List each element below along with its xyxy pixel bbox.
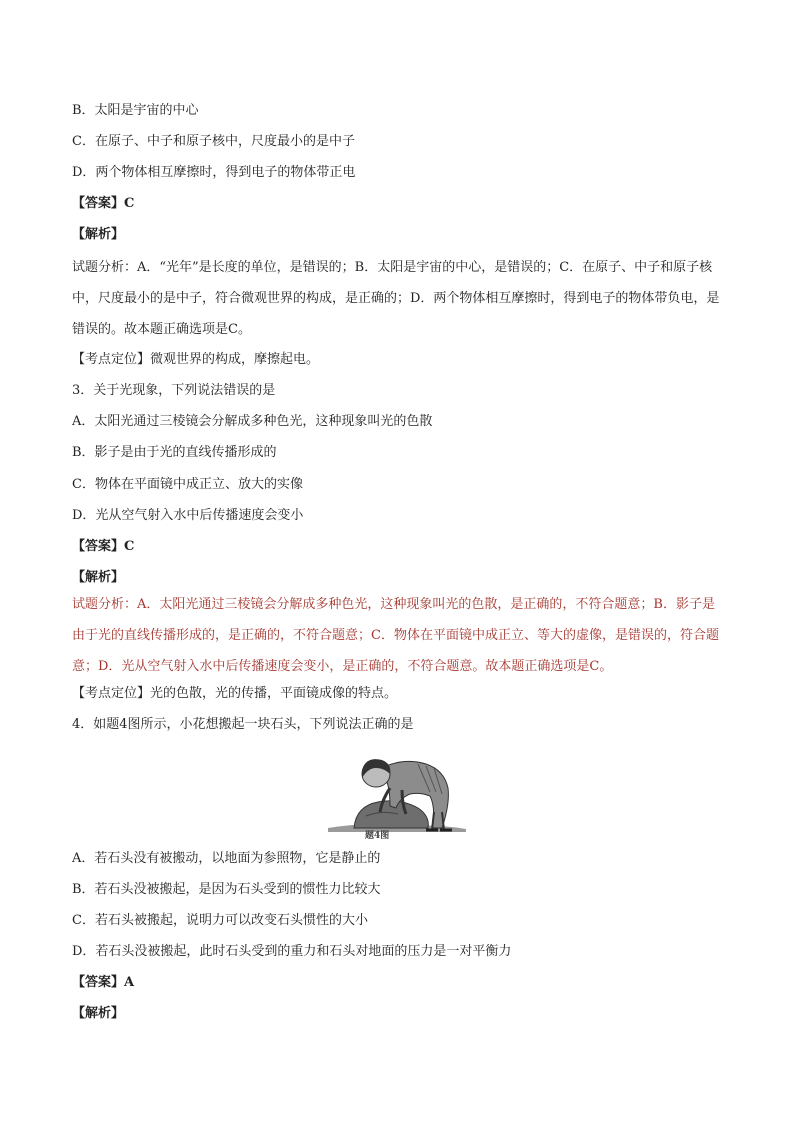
question-3-answer: 【答案】C xyxy=(72,539,135,554)
analysis-label: 【解析】 xyxy=(72,227,125,242)
option-c: C．在原子、中子和原子核中，尺度最小的是中子 xyxy=(72,134,355,149)
question-3-option-a: A．太阳光通过三棱镜会分解成多种色光，这种现象叫光的色散 xyxy=(72,414,433,429)
question-4: 4．如题4图所示，小花想搬起一块石头，下列说法正确的是 xyxy=(72,717,414,732)
question-3-option-b: B．影子是由于光的直线传播形成的 xyxy=(72,445,277,460)
key-point: 【考点定位】微观世界的构成，摩擦起电。 xyxy=(72,352,320,367)
question-4-option-a: A．若石头没有被搬动，以地面为参照物，它是静止的 xyxy=(72,851,381,866)
option-b: B．太阳是宇宙的中心 xyxy=(72,103,199,118)
question-4-option-b: B．若石头没被搬起，是因为石头受到的惯性力比较大 xyxy=(72,882,381,897)
girl-lifting-stone-illustration xyxy=(326,752,468,842)
option-d: D．两个物体相互摩擦时，得到电子的物体带正电 xyxy=(72,165,356,180)
question-3-analysis-paragraph: 试题分析：A．太阳光通过三棱镜会分解成多种色光，这种现象叫光的色散，是正确的，不符合题意；B．影子是由于光的直线传播形成的，是正确的，不符合题意；C．物体在平面镜中成正立、等大的虚像，是错误的，符合题意；D．光从空气射入水中后传播速度会变小，是正确的，不符合题意。故本题正确选项是C。 xyxy=(72,597,719,674)
question-3-option-c: C．物体在平面镜中成正立、放大的实像 xyxy=(72,477,303,492)
analysis-paragraph: 试题分析：A．“光年”是长度的单位，是错误的；B．太阳是宇宙的中心，是错误的；C．在原子、中子和原子核中，尺度最小的是中子，符合微观世界的构成，是正确的；D．两个物体相互摩擦时，得到电子的物体带负电，是错误的。故本题正确选项是C。 xyxy=(72,260,720,337)
question-4-option-d: D．若石头没被搬起，此时石头受到的重力和石头对地面的压力是一对平衡力 xyxy=(72,944,512,959)
question-4-answer: 【答案】A xyxy=(72,975,135,990)
question-4-option-c: C．若石头被搬起，说明力可以改变石头惯性的大小 xyxy=(72,913,368,928)
question-3-key-point: 【考点定位】光的色散，光的传播，平面镜成像的特点。 xyxy=(72,686,398,701)
answer-label: 【答案】C xyxy=(72,196,135,211)
figure-caption: 题4图 xyxy=(365,831,390,841)
question-4-analysis-label: 【解析】 xyxy=(72,1006,125,1021)
question-3: 3．关于光现象，下列说法错误的是 xyxy=(72,383,276,398)
question-3-option-d: D．光从空气射入水中后传播速度会变小 xyxy=(72,508,304,523)
question-3-analysis-label: 【解析】 xyxy=(72,570,125,585)
